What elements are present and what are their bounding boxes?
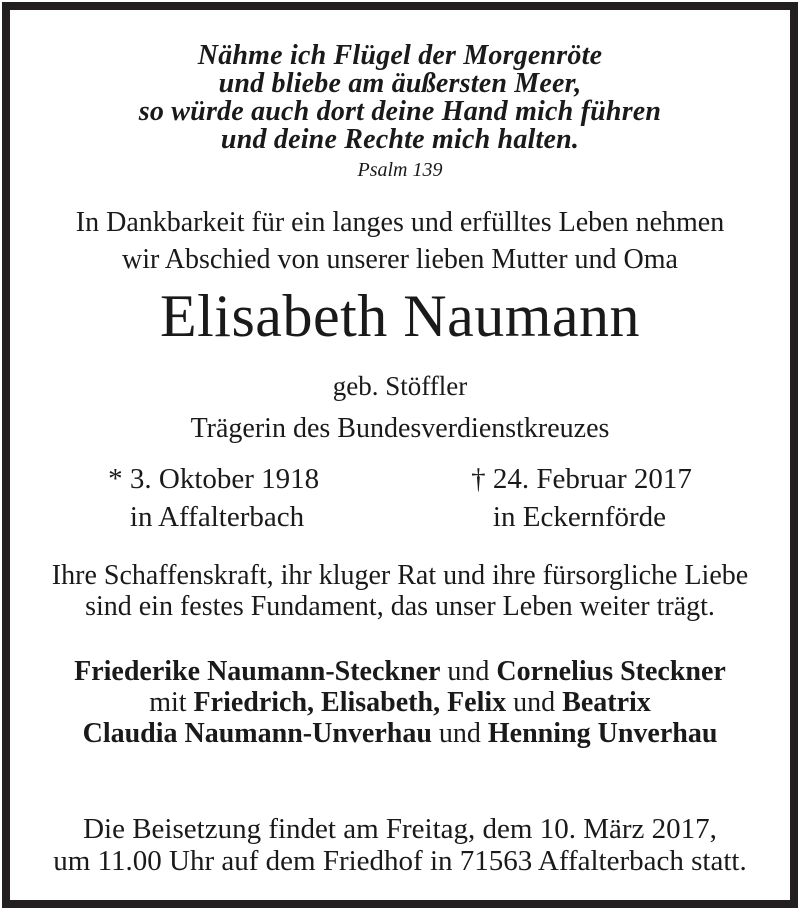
intro-text xyxy=(10,204,790,278)
death-date: 24. Februar 2017 xyxy=(492,463,692,495)
deceased-name: Elisabeth Naumann xyxy=(159,283,641,349)
mourner-name: Friedrich, Elisabeth, Felix xyxy=(193,687,507,718)
conjunction: mit xyxy=(149,687,194,718)
funeral-line: Die Beisetzung findet am Freitag, dem 10. März 2017, xyxy=(83,813,717,845)
birth-date: 3. Oktober 1918 xyxy=(129,463,320,495)
psalm-quote-line: so würde auch dort deine Hand mich führen xyxy=(138,96,662,127)
mourners-line xyxy=(10,687,790,718)
conjunction: und xyxy=(431,718,488,749)
mourner-name: Friederike Naumann-Steckner xyxy=(74,656,441,687)
birth-symbol: * xyxy=(108,463,123,495)
mourner-name: Beatrix xyxy=(562,687,651,718)
death-date-block xyxy=(471,460,692,536)
intro-line: wir Abschied von unserer lieben Mutter und Oma xyxy=(122,244,678,275)
life-dates xyxy=(10,460,790,536)
conjunction: und xyxy=(440,656,497,687)
psalm-quote-line: und deine Rechte mich halten. xyxy=(220,124,580,155)
obituary-card xyxy=(2,2,798,908)
psalm-quote-line: und bliebe am äußersten Meer, xyxy=(218,68,582,99)
death-place: in Eckernförde xyxy=(492,501,667,533)
mourner-name: Claudia Naumann-Unverhau xyxy=(82,718,432,749)
birth-place: in Affalterbach xyxy=(129,501,305,533)
birth-date-line xyxy=(108,460,319,498)
tribute-line: Ihre Schaffenskraft, ihr kluger Rat und ihre fürsorgliche Liebe xyxy=(51,560,749,591)
mourners-line xyxy=(10,656,790,687)
tribute-line: sind ein festes Fundament, das unser Leben weiter trägt. xyxy=(85,591,715,622)
psalm-quote-line: Nähme ich Flügel der Morgenröte xyxy=(197,40,603,71)
psalm-source: Psalm 139 xyxy=(357,159,443,181)
intro-line: In Dankbarkeit für ein langes und erfülltes Leben nehmen xyxy=(75,207,725,238)
mourners-line xyxy=(10,718,790,749)
mourners-list xyxy=(10,656,790,749)
mourner-name: Henning Unverhau xyxy=(487,718,718,749)
psalm-quote xyxy=(10,42,790,154)
funeral-announcement xyxy=(10,813,790,877)
death-symbol: † xyxy=(471,463,486,495)
funeral-line: um 11.00 Uhr auf dem Friedhof in 71563 Affalterbach statt. xyxy=(53,845,747,877)
death-date-line xyxy=(471,460,692,498)
mourner-name: Cornelius Steckner xyxy=(496,656,726,687)
conjunction: und xyxy=(506,687,563,718)
birth-date-block xyxy=(108,460,319,536)
honor-title: Trägerin des Bundesverdienstkreuzes xyxy=(190,413,610,444)
tribute-text xyxy=(10,560,790,622)
birth-name: geb. Stöffler xyxy=(332,371,468,401)
